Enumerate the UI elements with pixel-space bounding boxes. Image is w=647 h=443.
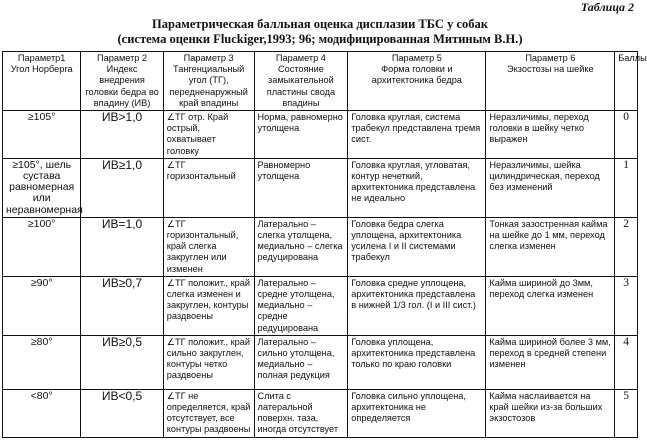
header-param-3-name: Параметр 3 xyxy=(183,53,234,63)
cell-head-form: Головка круглая, система трабекул представлена тремя сист. xyxy=(348,111,486,159)
cell-angle: ≥105° xyxy=(3,111,81,159)
cell-index: ИВ<0,5 xyxy=(81,389,163,437)
header-param-6-desc: Экзостозы на шейке xyxy=(507,64,594,75)
table-row xyxy=(3,158,638,217)
cell-exostoses: Кайма наслаивается на край шейки из-за больших экзостозов xyxy=(486,389,615,437)
cell-tangential: ∠ТГ горизонтальный, край слегка закруглен или изменен xyxy=(163,217,254,276)
header-param-6-name: Параметр 6 xyxy=(525,53,576,63)
cell-head-form: Головка круглая, угловатая, контур нечеткий, архитектоника представлена не идеально xyxy=(348,158,486,217)
cell-exostoses: Кайма шириной более 3 мм, переход в средней степени изменен xyxy=(486,335,615,389)
header-param-5-desc: Форма головки и архитектоника бедра xyxy=(371,64,462,86)
cell-exostoses: Неразличимы, переход головки в шейку четко выражен xyxy=(486,111,615,159)
title-line-2: (система оценки Fluckiger,1993; 96; модифицированная Митиным В.Н.) xyxy=(117,32,523,46)
cell-tangential: ∠ТГ горизонтальный xyxy=(163,158,254,217)
header-param-6 xyxy=(486,52,615,111)
cell-index: ИВ=1,0 xyxy=(81,217,163,276)
table-row xyxy=(3,335,638,389)
cell-plate: Норма, равномерно утолщена xyxy=(254,111,348,159)
cell-score: 4 xyxy=(615,335,638,389)
header-param-3-desc: Тангенциальный угол (ТГ), передненаружный край впадины xyxy=(169,64,248,108)
table-row xyxy=(3,111,638,159)
cell-angle: ≥100° xyxy=(3,217,81,276)
cell-score: 2 xyxy=(615,217,638,276)
header-param-4-name: Параметр 4 xyxy=(275,53,326,63)
cell-head-form: Головка бедра слегка уплощена, архитектоника усилена I и II системами трабекул xyxy=(348,217,486,276)
cell-exostoses: Кайма шириной до 3мм, переход слегка изменен xyxy=(486,276,615,335)
header-param-1-name: Параметр1 xyxy=(17,53,66,63)
cell-plate: Латерально – сильно утолщена, медиально – полная редукция xyxy=(254,335,348,389)
cell-plate: Латерально – средне утолщена, медиально – средне редуцирована xyxy=(254,276,348,335)
header-param-2-name: Параметр 2 xyxy=(97,53,148,63)
table-row xyxy=(3,276,638,335)
table-caption: Таблица 2 xyxy=(580,0,634,14)
cell-index: ИВ>1,0 xyxy=(81,111,163,159)
cell-tangential: ∠ТГ отр. Край острый, охватывает головку xyxy=(163,111,254,159)
header-param-2 xyxy=(81,52,163,111)
header-param-4-desc: Состояние замыкательной пластины свода впадины xyxy=(266,64,336,108)
cell-index: ИВ≥0,7 xyxy=(81,276,163,335)
cell-plate: Слита с латеральной поверхн. таза, иногда отсутствует xyxy=(254,389,348,437)
cell-head-form: Головка средне уплощена, архитектоника представлена в нижней 1/3 гол. (I и III сист.) xyxy=(348,276,486,335)
header-param-5-name: Параметр 5 xyxy=(391,53,442,63)
table-title xyxy=(0,17,640,47)
cell-angle: <80° xyxy=(3,389,81,437)
cell-score: 3 xyxy=(615,276,638,335)
header-score: Баллы xyxy=(615,52,638,111)
cell-score: 0 xyxy=(615,111,638,159)
cell-exostoses: Неразличимы, шейка цилиндрическая, переход без изменений xyxy=(486,158,615,217)
title-line-1: Параметрическая балльная оценка дисплазии ТБС у собак xyxy=(152,17,488,31)
cell-tangential: ∠ТГ не определяется, край отсутствует, все контуры раздвоены xyxy=(163,389,254,437)
cell-tangential: ∠ТГ положит., край слегка изменен и закруглен, контуры раздвоены xyxy=(163,276,254,335)
dysplasia-scoring-table xyxy=(2,51,647,438)
header-param-4 xyxy=(254,52,348,111)
cell-plate: Латерально – слегка утолщена, медиально – слегка редуцирована xyxy=(254,217,348,276)
table-row xyxy=(3,389,638,437)
cell-head-form: Головка сильно уплощена, архитектоника не определяется xyxy=(348,389,486,437)
cell-score: 5 xyxy=(615,389,638,437)
cell-score: 1 xyxy=(615,158,638,217)
cell-tangential: ∠ТГ положит., край сильно закруглен, контуры четко раздвоены xyxy=(163,335,254,389)
cell-angle: ≥90° xyxy=(3,276,81,335)
header-param-2-desc: Индекс внедрения головки бедра во впадину (ИВ) xyxy=(85,64,159,108)
header-param-1 xyxy=(3,52,81,111)
cell-index: ИВ≥1,0 xyxy=(81,158,163,217)
header-row xyxy=(3,52,638,111)
table-row xyxy=(3,217,638,276)
cell-angle: ≥105°, шель сустава равномерная или неравномерная xyxy=(3,158,81,217)
cell-exostoses: Тонкая зазостренная кайма на шейке до 1 мм, переход слегка изменен xyxy=(486,217,615,276)
cell-index: ИВ≥0,5 xyxy=(81,335,163,389)
cell-angle: ≥80° xyxy=(3,335,81,389)
header-param-1-desc: Угол Норберга xyxy=(10,64,73,75)
cell-plate: Равномерно утолщена xyxy=(254,158,348,217)
cell-head-form: Головка уплощена, архитектоника представлена только по краю головки xyxy=(348,335,486,389)
header-param-3 xyxy=(163,52,254,111)
header-param-5 xyxy=(348,52,486,111)
